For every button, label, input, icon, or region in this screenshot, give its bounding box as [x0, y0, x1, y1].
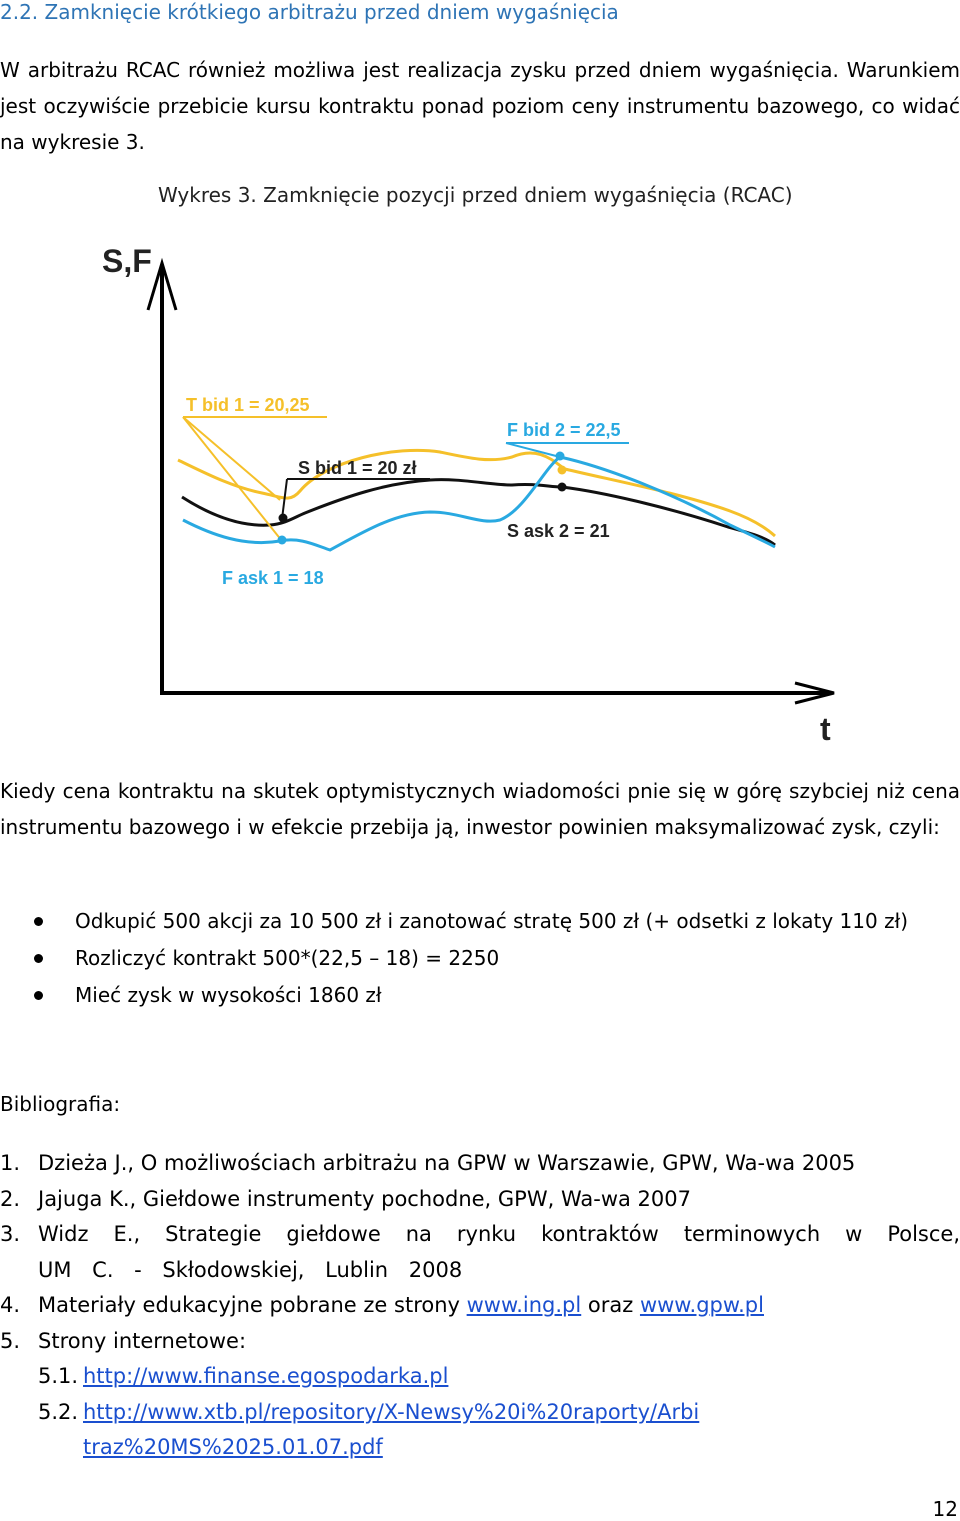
bibliography-item: 1. Dzieża J., O możliwościach arbitrażu na GPW w Warszawie, GPW, Wa-wa 2005	[0, 1151, 856, 1175]
bibliography-item: 4. Materiały edukacyjne pobrane ze strony www.ing.pl oraz www.gpw.pl	[0, 1293, 764, 1317]
rcac-figure	[0, 235, 960, 755]
bullet-list	[0, 903, 960, 1014]
bibliography-subitem: 5.1. http://www.finanse.egospodarka.pl	[38, 1364, 449, 1388]
link-ing[interactable]: www.ing.pl	[466, 1293, 582, 1317]
f-bid-2-marker	[556, 452, 565, 461]
intro-paragraph: W arbitrażu RCAC również możliwa jest realizacja zysku przed dniem wygaśnięcia. Warunkiem jest oczywiście przebicie kursu kontraktu ponad poziom ceny instrumentu bazowego, co widać na wykresie 3.	[0, 58, 960, 154]
t-bid-pointer-3	[183, 417, 282, 541]
f-bid-2-label: F bid 2 = 22,5	[507, 420, 621, 440]
bibliography-item: 5. Strony internetowe:	[0, 1328, 247, 1353]
link-gpw[interactable]: www.gpw.pl	[639, 1293, 764, 1317]
f-ask-1-marker	[278, 536, 287, 545]
link-xtb-report[interactable]: http://www.xtb.pl/repository/X-Newsy%20i%20raporty/Arbitraz%20MS%2025.01.07.pdf	[83, 1399, 700, 1459]
x-axis-label: t	[820, 711, 831, 747]
bullet-icon	[34, 954, 43, 963]
s-bid-1-marker	[279, 514, 288, 523]
bibliography-list	[0, 1146, 960, 1466]
s-bid-1-label: S bid 1 = 20 zł	[298, 458, 417, 478]
bibliography-heading: Bibliografia:	[0, 1092, 121, 1116]
black-curve	[182, 480, 775, 545]
page-number: 12	[932, 1497, 958, 1521]
bibliography-subitem: 5.2. http://www.xtb.pl/repository/X-Newsy%20i%20raporty/Arbitraz%20MS%2025.01.07.pdf	[38, 1399, 700, 1459]
bibliography-item: 2. Jajuga K., Giełdowe instrumenty pochodne, GPW, Wa-wa 2007	[0, 1186, 691, 1211]
list-item: Rozliczyć kontrakt 500*(22,5 – 18) = 2250	[0, 940, 960, 977]
s-ask-2-marker	[558, 483, 567, 492]
list-item: Mieć zysk w wysokości 1860 zł	[0, 977, 960, 1014]
s-ask-2-label: S ask 2 = 21	[507, 521, 610, 541]
bullet-icon	[34, 991, 43, 1000]
link-finanse-egospodarka[interactable]: http://www.finanse.egospodarka.pl	[83, 1364, 449, 1388]
t-bid-2-marker	[558, 466, 567, 475]
y-axis-label: S,F	[102, 243, 152, 279]
section-heading: 2.2. Zamknięcie krótkiego arbitrażu przed dniem wygaśnięcia	[0, 0, 619, 24]
body-paragraph: Kiedy cena kontraktu na skutek optymistycznych wiadomości pnie się w górę szybciej niż cena instrumentu bazowego i w efekcie przebija ją, inwestor powinien maksymalizować zysk, czyli:	[0, 779, 960, 839]
bibliography-item: 3. Widz E., Strategie giełdowe na rynku kontraktów terminowych w Polsce, UM C. - Skłodowskiej, Lublin 2008	[0, 1222, 960, 1282]
blue-curve	[183, 457, 775, 550]
list-item: Odkupić 500 akcji za 10 500 zł i zanotować stratę 500 zł (+ odsetki z lokaty 110 zł)	[0, 903, 960, 940]
f-ask-1-label: F ask 1 = 18	[222, 568, 324, 588]
t-bid-pointer-1	[183, 417, 280, 500]
bullet-icon	[34, 917, 43, 926]
figure-caption: Wykres 3. Zamknięcie pozycji przed dniem wygaśnięcia (RCAC)	[158, 183, 793, 207]
t-bid-1-label: T bid 1 = 20,25	[186, 395, 310, 415]
